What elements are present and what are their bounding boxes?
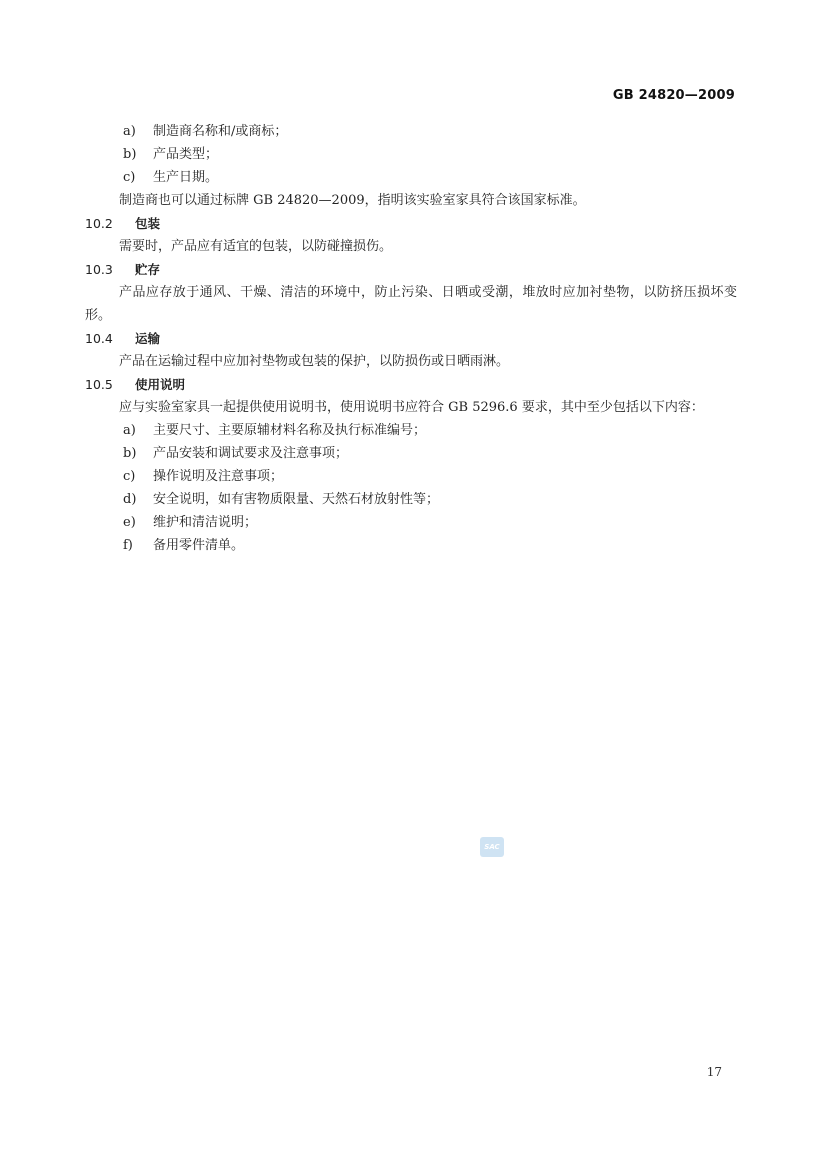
section-title: 贮存 xyxy=(135,262,161,277)
list-item xyxy=(85,488,737,511)
list-item xyxy=(85,534,737,557)
section-number: 10.2 xyxy=(85,216,113,231)
paragraph: 产品在运输过程中应加衬垫物或包装的保护，以防损伤或日晒雨淋。 xyxy=(119,354,510,369)
list-item xyxy=(85,419,737,442)
page-number: 17 xyxy=(706,1065,722,1079)
list-item xyxy=(85,166,737,189)
document-body xyxy=(85,120,737,557)
section-number: 10.3 xyxy=(85,262,113,277)
list-item xyxy=(85,120,737,143)
section-title: 包装 xyxy=(135,216,161,231)
list-item xyxy=(85,442,737,465)
list-marker: b) xyxy=(123,147,137,162)
list-marker: c) xyxy=(123,170,136,185)
watermark-logo: SAC xyxy=(480,837,504,857)
section-heading-10-4 xyxy=(85,327,737,350)
list-item xyxy=(85,465,737,488)
list-marker: e) xyxy=(123,515,136,530)
list-marker: a) xyxy=(123,124,136,139)
list-text: 主要尺寸、主要原辅材料名称及执行标准编号； xyxy=(153,423,427,438)
list-text: 生产日期。 xyxy=(153,170,219,185)
list-text: 安全说明，如有害物质限量、天然石材放射性等； xyxy=(153,492,440,507)
section-number: 10.5 xyxy=(85,377,113,392)
section-title: 运输 xyxy=(135,331,161,346)
list-marker: c) xyxy=(123,469,136,484)
list-item xyxy=(85,143,737,166)
list-text: 维护和清洁说明； xyxy=(153,515,258,530)
list-text: 操作说明及注意事项； xyxy=(153,469,284,484)
section-heading-10-3 xyxy=(85,258,737,281)
list-text: 产品类型； xyxy=(153,147,219,162)
list-text: 备用零件清单。 xyxy=(153,538,245,553)
list-marker: d) xyxy=(123,492,137,507)
list-text: 制造商名称和/或商标； xyxy=(153,124,288,139)
section-heading-10-5 xyxy=(85,373,737,396)
section-number: 10.4 xyxy=(85,331,113,346)
list-marker: b) xyxy=(123,446,137,461)
list-marker: f) xyxy=(123,538,133,553)
list-item xyxy=(85,511,737,534)
list-marker: a) xyxy=(123,423,136,438)
section-title: 使用说明 xyxy=(135,377,186,392)
list-text: 产品安装和调试要求及注意事项； xyxy=(153,446,349,461)
paragraph: 需要时，产品应有适宜的包装，以防碰撞损伤。 xyxy=(119,239,393,254)
paragraph: 应与实验室家具一起提供使用说明书，使用说明书应符合 GB 5296.6 要求，其中至少包括以下内容： xyxy=(119,400,704,415)
section-heading-10-2 xyxy=(85,212,737,235)
paragraph: 制造商也可以通过标牌 GB 24820—2009，指明该实验室家具符合该国家标准。 xyxy=(119,193,586,208)
paragraph: 产品应存放于通风、干燥、清洁的环境中，防止污染、日晒或受潮，堆放时应加衬垫物，以防挤压损坏变形。 xyxy=(85,285,737,323)
standard-number: GB 24820—2009 xyxy=(612,88,735,103)
